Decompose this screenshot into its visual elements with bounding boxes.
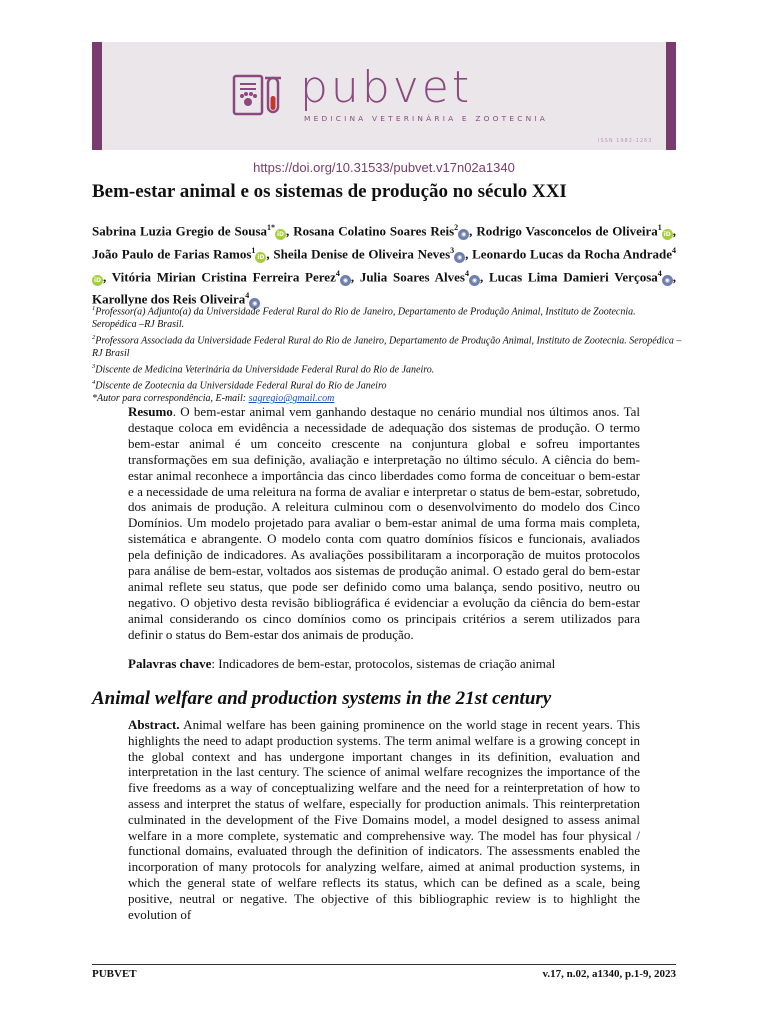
orcid-icon[interactable]: iD [277, 231, 285, 239]
banner-right-stripe [666, 42, 676, 150]
footer-citation: v.17, n.02, a1340, p.1-9, 2023 [542, 968, 676, 980]
author-name: Sheila Denise de Oliveira Neves [273, 246, 451, 262]
author-affiliation-marker: 4 [335, 268, 340, 278]
abstract-label: Abstract. [128, 717, 180, 732]
affiliation-text: Professora Associada da Universidade Federal Rural do Rio de Janeiro, Departamento de Produção Animal, Instituto de Zootecnia. Seropédica –RJ Brasil [92, 335, 682, 360]
author-name: Rosana Colatino Soares Reis [293, 223, 455, 239]
pubvet-logo-icon [232, 74, 294, 118]
affiliation-marker: 1 [92, 305, 96, 312]
author-name: Julia Soares Alves [359, 268, 465, 284]
orcid-icon[interactable]: ◉ [249, 298, 260, 309]
banner-left-stripe [92, 42, 102, 150]
affiliation-marker: 2 [92, 333, 96, 341]
affiliation-text: Discente de Zootecnia da Universidade Federal Rural do Rio de Janeiro [95, 380, 387, 392]
author-affiliation-marker: 1 [657, 223, 662, 232]
orcid-icon[interactable]: iD [93, 276, 102, 284]
issn: ISSN 1982-1263 [598, 138, 653, 144]
author-affiliation-marker: 1 [251, 245, 256, 255]
doi-link[interactable]: https://doi.org/10.31533/pubvet.v17n02a1340 [253, 160, 515, 175]
orcid-icon[interactable]: ◉ [662, 275, 673, 286]
pubvet-logo-subtitle: MEDICINA VETERINÁRIA E ZOOTECNIA [304, 114, 548, 123]
resumo-label: Resumo [128, 404, 173, 419]
author-name: Rodrigo Vasconcelos de Oliveira [476, 223, 658, 239]
affiliation-text: Professor(a) Adjunto(a) da Universidade Federal Rural do Rio de Janeiro, Departamento de Produção Animal, Instituto de Zootecnia. Seropédica –RJ Brasil. [92, 306, 636, 331]
orcid-icon[interactable]: iD [257, 254, 265, 262]
orcid-icon[interactable]: ◉ [469, 275, 480, 286]
orcid-icon[interactable]: ◉ [454, 252, 465, 263]
keywords [128, 656, 555, 672]
affiliations [92, 303, 682, 406]
keywords-text: : Indicadores de bem-estar, protocolos, sistemas de criação animal [211, 656, 556, 671]
author-name: Lucas Lima Damieri Verçosa [488, 268, 658, 284]
author-name: João Paulo de Farias Ramos [92, 246, 252, 262]
footer-divider [92, 964, 676, 965]
affiliation-item [92, 332, 682, 361]
resumo-paragraph [128, 404, 640, 643]
affiliation-item [92, 377, 682, 393]
english-title: Animal welfare and production systems in the 21st century [92, 688, 552, 709]
orcid-icon[interactable]: iD [663, 231, 671, 239]
correspondence-label: *Autor para correspondência, E-mail: [92, 393, 249, 405]
author-affiliation-marker: 4 [657, 268, 662, 278]
affiliation-item [92, 303, 682, 332]
author-name: Vitória Mirian Cristina Ferreira Perez [111, 268, 336, 284]
article-title: Bem-estar animal e os sistemas de produção no século XXI [92, 181, 567, 202]
author-name: Karollyne dos Reis Oliveira [92, 291, 246, 307]
orcid-icon[interactable]: ◉ [340, 275, 351, 286]
resumo-text: . O bem-estar animal vem ganhando destaque no cenário mundial nos últimos anos. Tal destaque coloca em evidência a necessidade de adequação dos sistemas de produção. O termo bem-estar animal é um conceito crescente na conjuntura global e sofreu importantes transformações em sua definição, avaliação e interpretação no último século. A ciência do bem-estar animal reconhece a importância das cinco liberdades como forma de conceituar o bem-estar e a necessidade de uma releitura na forma de avaliar e interpretar o status de bem-estar, sobretudo, dos animais de produção. A releitura culminou com o desenvolvimento do modelo dos Cinco Domínios. Um modelo projetado para avaliar o bem-estar animal de uma forma mais completa, sistemática e abrangente. O modelo conta com quatro domínios físicos e funcionais, avaliados pela definição de indicadores. As avaliações possibilitaram a incorporação de muitos protocolos para análise de bem-estar, voltados aos sistemas de produção animal. O estado geral do bem-estar animal reflete seu status, que pode ser definido como uma balança, sendo positivo, neutro ou negativo. O objetivo desta revisão bibliográfica é evidenciar a evolução da ciência do bem-estar animal considerando os cinco domínios como os principais critérios a serem utilizados para definir o status do Bem-estar dos animais de produção. [128, 404, 640, 642]
keywords-label: Palavras chave [128, 656, 212, 671]
footer-journal: PUBVET [92, 968, 137, 980]
author-name: Sabrina Luzia Gregio de Sousa [92, 223, 268, 239]
author-list: Sabrina Luzia Gregio de Sousa$^{1*}$iD , Rosana Colatino Soares Reis$^2$◉ , Rodrigo Vasconcelos de Oliveira$^1$iD , João Paulo de Farias Ramos$^1$iD , Sheila Denise de Oliveira Neves$^3$◉ , Leonardo Lucas da Rocha Andrade$^4$iD , Vitória Mirian Cristina Ferreira Perez$^4$◉ , Julia Soares Alves$^4$◉ , Lucas Lima Damieri Verçosa$^4$◉ , Karollyne dos Reis Oliveira$^4$◉ [92, 223, 677, 307]
author-name: Leonardo Lucas da Rocha Andrade [472, 246, 673, 262]
author-affiliation-marker: 4 [672, 245, 677, 255]
affiliation-marker: 3 [92, 362, 96, 370]
author-affiliation-marker: 1* [267, 223, 276, 232]
author-affiliation-marker: 4 [464, 268, 469, 278]
author-affiliation-marker: 2 [454, 223, 459, 232]
abstract-text: Animal welfare has been gaining prominence on the world stage in recent years. This highlights the need to adapt production systems. The term animal welfare is a growing concept in the global context and has undergone important changes in its definition, evaluation and interpretation in the last century. The science of animal welfare recognizes the importance of the five freedoms as a way of conceptualizing welfare and the need for a reinterpretation of how to assess and interpret the status of welfare, especially for production animals. This reinterpretation culminated in the development of the Five Domains model, a model designed to assess animal welfare in a more complete, systematic and comprehensive way. The model has four physical / functional domains, evaluated through the definition of indicators. The assessments enabled the incorporation of many protocols for analyzing welfare, aimed at animal production systems, in which the general state of welfare reflects its status, which can be defined as a scale, being positive, neutral or negative. The objective of this bibliographic review is to highlight the evolution of [128, 717, 640, 922]
affiliation-text: Discente de Medicina Veterinária da Universidade Federal Rural do Rio de Janeiro. [95, 364, 435, 376]
abstract-paragraph [128, 717, 640, 922]
affiliation-marker: 4 [92, 378, 96, 386]
author-affiliation-marker: 4 [245, 291, 250, 301]
correspondence-email-link[interactable]: sagregio@gmail.com [248, 393, 335, 405]
pubvet-logo-wordmark: pubvet [300, 62, 473, 113]
affiliation-item [92, 361, 682, 377]
author-affiliation-marker: 3 [450, 245, 455, 255]
orcid-icon[interactable]: ◉ [458, 229, 469, 240]
